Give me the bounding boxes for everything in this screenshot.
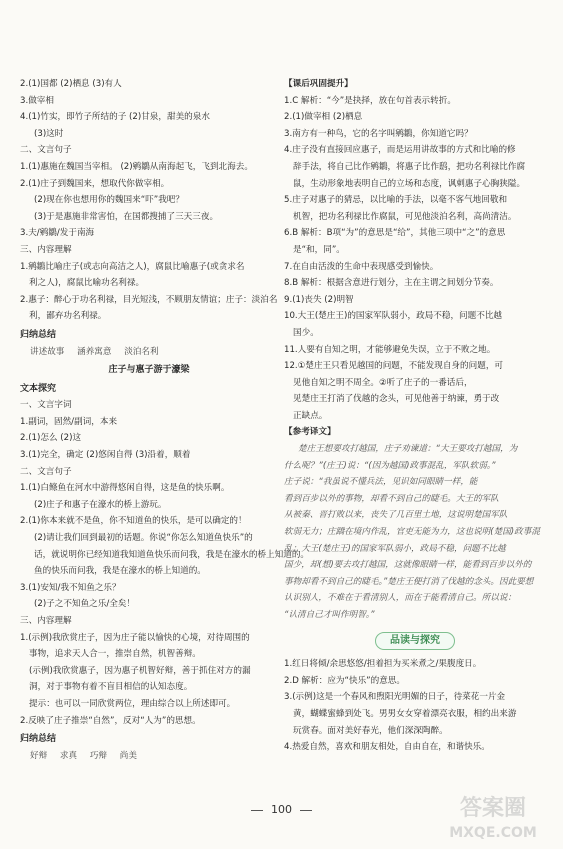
translation-text	[284, 441, 546, 624]
summary-1-words: 讲述故事 涵养寓意 淡泊名利	[30, 346, 159, 357]
left-answers-1	[20, 76, 278, 325]
text-line: 1.(示例)我欣赏庄子，因为庄子能以愉快的心境，对待周围的	[20, 632, 250, 643]
text-line: (2)请让我们回到最初的话题。你说“你怎么知道鱼快乐”的	[34, 533, 253, 544]
text-line: 见他自知之明不周全。②听了庄子的一番话后，	[293, 377, 473, 388]
text-line: 是“和，同”。	[293, 244, 345, 255]
translation-line: 楚庄王想要攻打越国，庄子劝谏道：“大王要攻打越国，为	[298, 444, 518, 455]
text-line: (3)这时	[34, 128, 64, 139]
summary-2-head: 归纳总结	[20, 734, 57, 745]
text-line: 正缺点。	[293, 410, 328, 421]
translation-line: 乱；大王(楚庄王)的国家军队弱小，政局不稳，问题不比越	[284, 543, 506, 554]
text-line: 4.(1)竹实，即竹子所结的子 (2)甘泉，甜美的泉水	[20, 112, 210, 123]
translation-line: 认识别人，不难在于看清别人，而在于能看清自己。所以说：	[284, 593, 517, 604]
text-line: (示例)我欣赏惠子，因为惠子机智好辩，善于抓住对方的漏	[29, 665, 251, 676]
text-line: 10.大王(楚庄王)的国家军队弱小，政局不稳，问题不比越	[284, 311, 503, 322]
text-line: 鼠，生动形象地表明自己的立场和态度，讽刺惠子心胸狭隘。	[293, 178, 526, 189]
text-line: 2.反映了庄子推崇“自然”，反对“人为”的思想。	[20, 715, 201, 726]
text-line: 7.在自由活泼的生命中表现感受到愉快。	[284, 261, 439, 272]
right-answers-2	[284, 656, 546, 756]
translation-line: 庄子说：“我虽说不懂兵法，见识如同眼睛一样，能	[284, 477, 478, 488]
text-line: 3.夫/鹓鶵/发于南海	[20, 228, 95, 239]
text-line: 1.副词，固然/副词，本来	[20, 416, 118, 427]
watermark-line-1: 答案圈	[459, 796, 527, 821]
text-line: 机智，把功名利禄比作腐鼠，可见他淡泊名利，高尚清洁。	[293, 211, 517, 222]
text-line: 利之人)，腐鼠比喻功名利禄。	[29, 278, 145, 289]
text-line: 1.红日将倾/余思悠悠/担着担为买米煮之/果腹度日。	[284, 659, 482, 670]
text-line: 提示：也可以一同欣赏两位，理由综合以上所述即可。	[29, 698, 236, 709]
text-line: 1.(1)惠施在魏国当宰相。 (2)鹓鶵从南海起飞，飞到北海去。	[20, 161, 253, 172]
text-line: 4.热爱自然，喜欢和朋友相处，自由自在，和谐快乐。	[284, 742, 490, 753]
summary-2	[20, 731, 278, 764]
summary-1-head: 归纳总结	[20, 329, 57, 340]
text-line: 3.做宰相	[20, 95, 54, 106]
translation-heading: 【参考译文】	[284, 427, 336, 438]
text-line: 2.惠子：醉心于功名利禄，目光短浅，不顾朋友情谊；庄子：淡泊名	[20, 294, 278, 305]
section-title: 庄子与惠子游于濠梁	[108, 365, 190, 376]
watermark-line-2: MXQE.COM	[449, 825, 537, 841]
text-line: (2)庄子和惠子在濠水的桥上游玩。	[34, 499, 167, 510]
summary-2-words: 好辩 求真 巧辩 尚美	[30, 750, 137, 761]
watermark-logo	[433, 785, 553, 845]
text-line: 2.(1)怎么 (2)这	[20, 433, 82, 444]
text-line: 话，就说明你已经知道我知道鱼快乐而问我，我是在濠水的桥上知道的。	[34, 549, 310, 560]
text-line: 8.B 解析：根据含意进行划分，主在主谓之间划分节奏。	[284, 278, 499, 289]
consolidation-heading: 【课后巩固提升】	[284, 79, 353, 89]
text-line: 9.(1)丧失 (2)明智	[284, 294, 354, 305]
text-line: 3.(示例)这是一个春风和煦阳光明媚的日子，待菜花一片金	[284, 692, 506, 703]
text-line: 一、文言字词	[20, 400, 72, 411]
text-line: (2)子之不知鱼之乐/全矣！	[34, 599, 136, 610]
translation-line: “认清自己才叫作明智。”	[284, 610, 375, 620]
translation-line: 什么呢？”(庄王)说：“(因为越国)政事混乱，军队软弱。”	[284, 460, 496, 471]
text-line: 12.①楚庄王只看见越国的问题，不能发现自身的问题，可	[284, 361, 504, 372]
text-line: 国少。	[293, 327, 319, 338]
text-line: 三、内容理解	[20, 244, 72, 255]
text-line: 1.鹓鶵比喻庄子(或志向高洁之人)，腐鼠比喻惠子(或贪求名	[20, 261, 245, 272]
text-line: 2.D 解析：应为“快乐”的意思。	[284, 675, 405, 686]
text-line: 辞手法，将自己比作鹓鶵，将惠子比作鸱，把功名利禄比作腐	[293, 161, 526, 172]
right-column	[284, 76, 546, 756]
text-line: 二、文言句子	[20, 466, 72, 477]
right-answers-1	[284, 93, 546, 425]
text-line: 3.(1)完全，确定 (2)悠闲自得 (3)沿着，顺着	[20, 450, 191, 461]
page-number: 100	[0, 802, 563, 819]
text-line: 鱼的快乐而问我，我是在濠水的桥上知道的。	[34, 566, 206, 577]
text-line: 3.南方有一种鸟，它的名字叫鹓鶵，你知道它吗？	[284, 128, 473, 139]
text-line: 1.C 解析：“今”是抉择，放在句首表示转折。	[284, 95, 456, 106]
text-line: 见楚庄王打消了伐越的念头，可见他善于纳谏，勇于改	[293, 394, 500, 405]
translation-line: 看到百步以外的事物，却看不到自己的睫毛。大王的军队	[284, 493, 499, 504]
text-line: (3)于是惠施非常害怕，在国都搜捕了三天三夜。	[34, 211, 219, 222]
text-line: 2.(1)庄子到魏国来，想取代你做宰相。	[20, 178, 170, 189]
text-line: 1.(1)白鲦鱼在河水中游得悠闲自得，这是鱼的快乐啊。	[20, 483, 230, 494]
text-line: 玩赏春。面对美好春光，他们深深陶醉。	[293, 725, 448, 736]
text-line: 6.B 解析：B项“为”的意思是“给”，其他三项中“之”的意思	[284, 228, 506, 239]
translation-line: 软弱无力；庄蹻在境内作乱，官吏无能为力，这也说明(楚国)政事混	[284, 527, 540, 538]
text-line: 二、文言句子	[20, 145, 72, 156]
text-line: 11.人要有自知之明，才能够避免失误，立于不败之地。	[284, 344, 496, 355]
text-line: 4.庄子没有直接回应惠子，而是运用讲故事的方式和比喻的修	[284, 145, 516, 156]
text-line: (2)现在你也想用你的魏国来“吓”我吧？	[34, 195, 184, 206]
text-line: 3.(1)安知/我不知鱼之乐？	[20, 582, 121, 593]
text-line: 洞，对于事物有着不盲目相信的认知态度。	[29, 682, 193, 693]
text-line: 2.(1)国都 (2)栖息 (3)有人	[20, 79, 122, 89]
translation-line: 国少，却(想)要去攻打越国，这就像眼睛一样，能看到百步以外的	[284, 560, 532, 571]
reading-explore-title: 品读与探究	[375, 632, 455, 651]
text-line: 文本探究	[20, 383, 57, 394]
text-line: 5.庄子对惠子的猜忌，以比喻的手法，以毫不客气地回敬和	[284, 195, 508, 206]
text-line: 三、内容理解	[20, 616, 72, 626]
summary-1	[20, 327, 278, 360]
translation-line: 从被秦、晋打败以来，丧失了几百里土地，这说明楚国军队	[284, 510, 508, 521]
reading-explore-banner	[284, 632, 546, 651]
text-line: 利，鄙弃功名利禄。	[29, 311, 107, 322]
text-line: 黄，蝴蝶蜜蜂到处飞。男男女女穿着漂亮衣服，相约出来游	[293, 708, 517, 719]
text-line: 2.(1)你本来就不是鱼，你不知道鱼的快乐，是可以确定的！	[20, 516, 247, 527]
translation-line: 事物却看不到自己的睫毛。”楚庄王便打消了伐越的念头。因此要想	[284, 576, 534, 587]
text-line: 2.(1)做宰相 (2)栖息	[284, 112, 363, 123]
text-line: 事物，追求天人合一，推崇自然，机智善辩。	[29, 649, 201, 660]
